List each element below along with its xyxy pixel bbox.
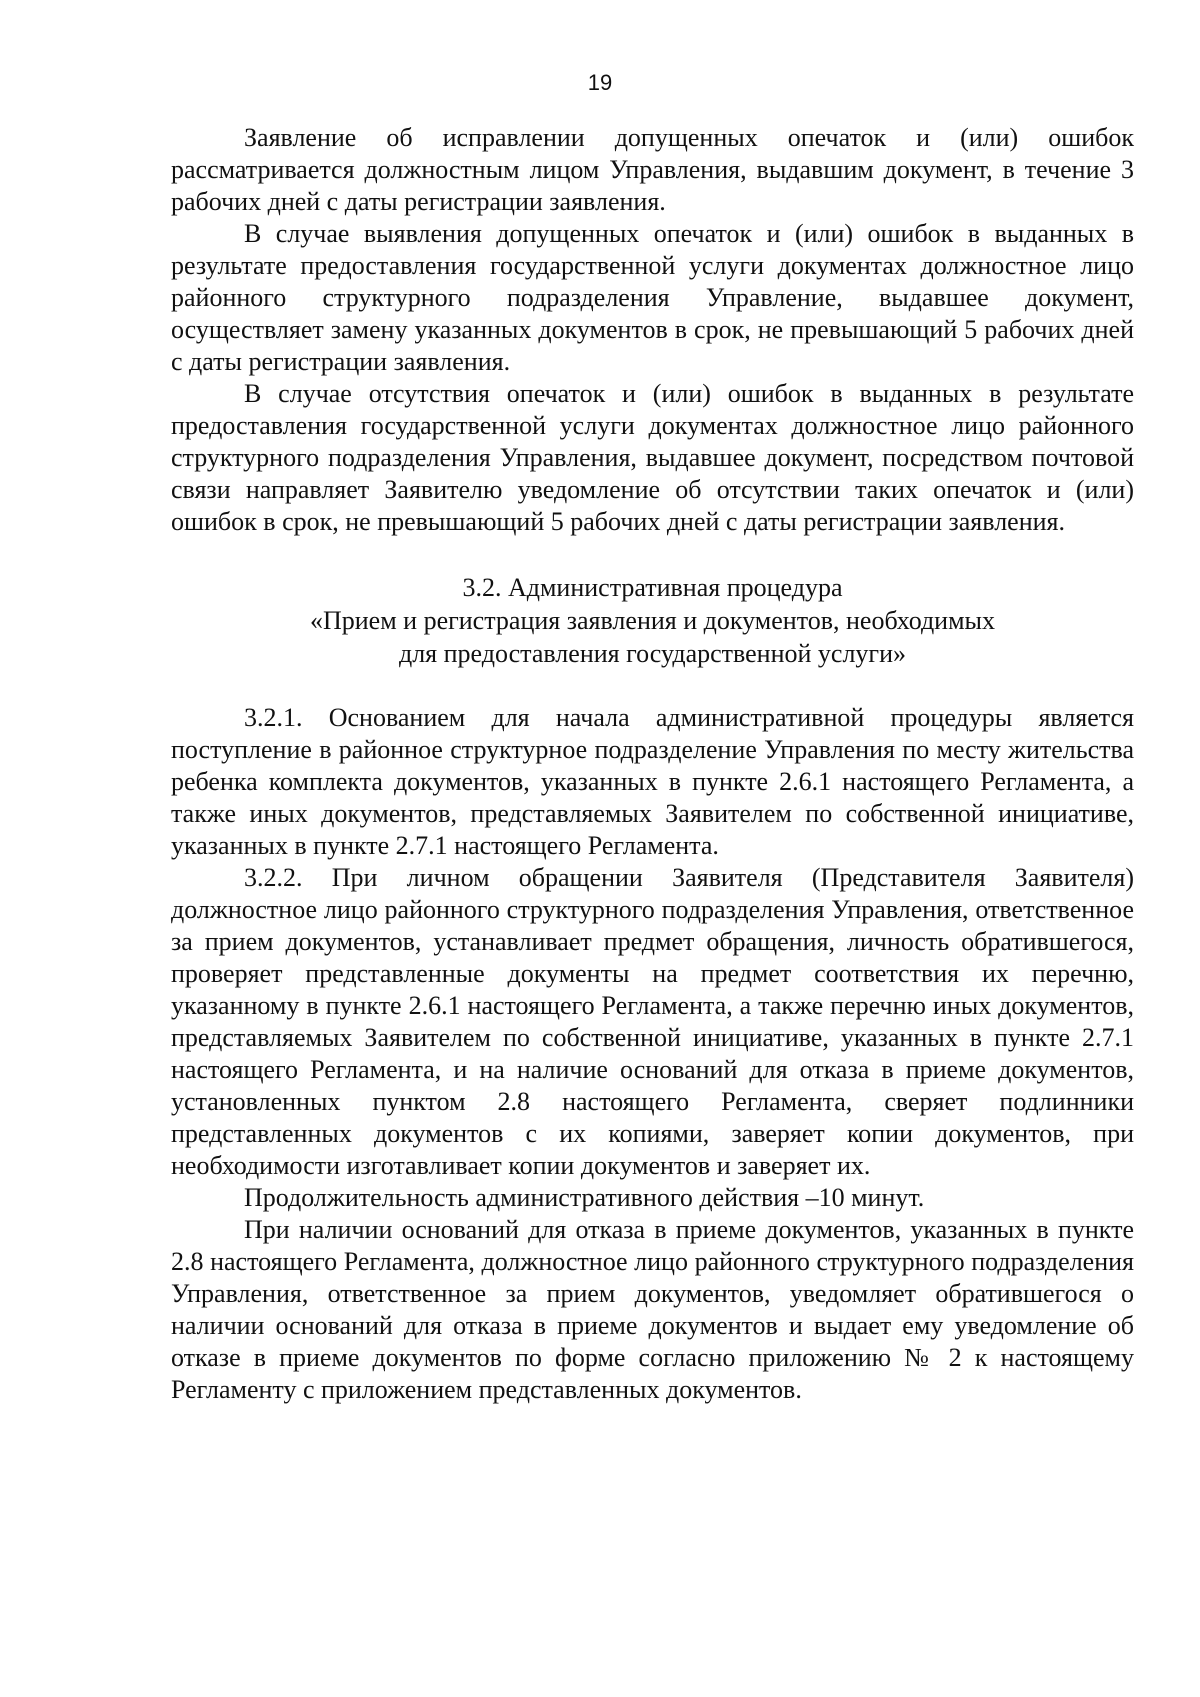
page-number: 19 xyxy=(587,70,613,95)
section-heading-subtitle-line-1: «Прием и регистрация заявления и документов, необходимых xyxy=(309,606,996,635)
section-heading xyxy=(171,571,1134,670)
paragraph-3-2-2: 3.2.2. При личном обращении Заявителя (Представителя Заявителя) должностное лицо районного структурного подразделения Управления, ответственное за прием документов, устанавливает предмет обращения, личность обратившегося, проверяет представленные документы на предмет соответствия их перечню, указанному в пункте 2.6.1 настоящего Регламента, а также перечню иных документов, представляемых Заявителем по собственной инициативе, указанных в пункте 2.7.1 настоящего Регламента, и на наличие оснований для отказа в приеме документов, установленных пунктом 2.8 настоящего Регламента, сверяет подлинники представленных документов с их копиями, заверяет копии документов, при необходимости изготавливает копии документов и заверяет их. xyxy=(171,863,1134,1180)
section-heading-subtitle-line-2: для предоставления государственной услуги» xyxy=(398,639,907,668)
paragraph-errors-absent: В случае отсутствия опечаток и (или) ошибок в выданных в результате предоставления государственной услуги документах должностное лицо районного структурного подразделения Управления, выдавшее документ, посредством почтовой связи направляет Заявителю уведомление об отсутствии таких опечаток и (или) ошибок в срок, не превышающий 5 рабочих дней с даты регистрации заявления. xyxy=(171,379,1134,536)
paragraph-errors-found: В случае выявления допущенных опечаток и (или) ошибок в выданных в результате предоставления государственной услуги документах должностное лицо районного структурного подразделения Управление, выдавшее документ, осуществляет замену указанных документов в срок, не превышающий 5 рабочих дней с даты регистрации заявления. xyxy=(171,219,1134,376)
paragraph-3-2-1: 3.2.1. Основанием для начала административной процедуры является поступление в районное структурное подразделение Управления по месту жительства ребенка комплекта документов, указанных в пункте 2.6.1 настоящего Регламента, а также иных документов, представляемых Заявителем по собственной инициативе, указанных в пункте 2.7.1 настоящего Регламента. xyxy=(171,703,1134,860)
document-body xyxy=(171,122,1134,1406)
section-heading-title: 3.2. Административная процедура xyxy=(462,573,843,602)
paragraph-correction-review: Заявление об исправлении допущенных опечаток и (или) ошибок рассматривается должностным лицом Управления, выдавшим документ, в течение 3 рабочих дней с даты регистрации заявления. xyxy=(171,123,1134,216)
paragraph-duration: Продолжительность административного действия –10 минут. xyxy=(244,1183,925,1212)
paragraph-refusal: При наличии оснований для отказа в приеме документов, указанных в пункте 2.8 настоящего Регламента, должностное лицо районного структурного подразделения Управления, ответственное за прием документов, уведомляет обратившегося о наличии оснований для отказа в приеме документов и выдает ему уведомление об отказе в приеме документов по форме согласно приложению № 2 к настоящему Регламенту с приложением представленных документов. xyxy=(171,1215,1134,1404)
